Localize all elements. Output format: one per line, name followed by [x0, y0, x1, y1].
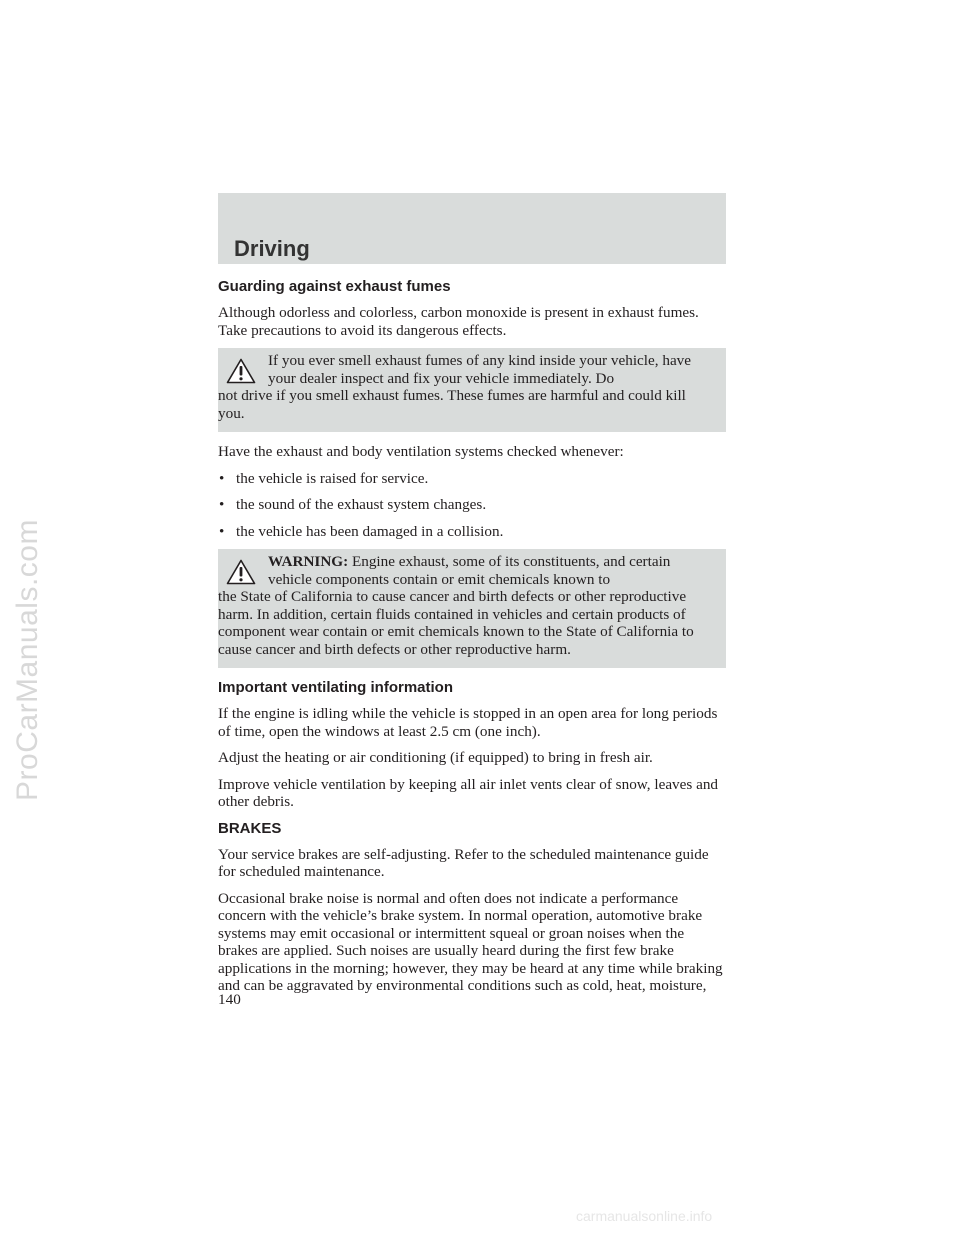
- page-number: 140: [218, 991, 241, 1008]
- warning-triangle-icon: [226, 559, 256, 585]
- warning-label: WARNING:: [268, 553, 349, 570]
- bullet-glyph: •: [219, 522, 225, 540]
- list-item: • the vehicle is raised for service.: [219, 469, 429, 487]
- california-warning-box: [218, 549, 726, 668]
- check-list: [218, 470, 726, 541]
- bullet-glyph: •: [219, 469, 225, 487]
- ventilating-paragraph: Improve vehicle ventilation by keeping all air inlet vents clear of snow, leaves and other debris.: [218, 775, 719, 810]
- list-item: • the sound of the exhaust system changes.: [219, 496, 487, 513]
- list-item: • the vehicle has been damaged in a collision.: [219, 522, 504, 540]
- ventilating-paragraph: Adjust the heating or air conditioning (if equipped) to bring in fresh air.: [218, 749, 653, 766]
- bullet-glyph: •: [219, 496, 225, 513]
- ventilating-heading: Important ventilating information: [218, 679, 453, 696]
- exhaust-heading: Guarding against exhaust fumes: [218, 278, 451, 295]
- side-watermark: [6, 300, 50, 1020]
- section-header-band: [218, 193, 726, 264]
- ventilating-paragraph: If the engine is idling while the vehicle is stopped in an open area for long periods of time, open the windows at least 2.5 cm (one inch).: [218, 705, 718, 740]
- footer-watermark: carmanualsonline.info: [576, 1208, 713, 1224]
- warning-text-rest: the State of California to cause cancer and birth defects or other reproductive harm. In addition, certain fluids contained in vehicles and certain products of component wear contain or emit chemicals known to the State of California to cause cancer and birth defects or other reproductive harm.: [218, 588, 694, 658]
- page-content: [218, 278, 726, 1004]
- brakes-heading: BRAKES: [218, 819, 282, 837]
- side-watermark-text: ProCarManuals.com: [11, 519, 44, 801]
- check-intro: Have the exhaust and body ventilation systems checked whenever:: [218, 443, 624, 460]
- caution-text-first: If you ever smell exhaust fumes of any kind inside your vehicle, have your dealer inspect and fix your vehicle immediately. Do: [268, 352, 692, 387]
- brakes-paragraph: Occasional brake noise is normal and often does not indicate a performance concern with the vehicle’s brake system. In normal operation, automotive brake systems may emit occasional or intermittent squeal or groan noises when the brakes are applied. Such noises are usually heard during the first few brake applications in the morning; however, they may be heard at any time while braking and can be aggravated by environmental conditions such as cold, heat, moisture,: [218, 889, 723, 994]
- warning-text-first: WARNING: Engine exhaust, some of its constituents, and certain vehicle components contain or emit chemicals known to: [268, 553, 671, 588]
- section-title: Driving: [234, 236, 310, 261]
- caution-text-rest: not drive if you smell exhaust fumes. These fumes are harmful and could kill you.: [218, 387, 686, 422]
- brakes-paragraph: Your service brakes are self-adjusting. Refer to the scheduled maintenance guide for scheduled maintenance.: [218, 845, 709, 880]
- warning-triangle-icon: [226, 358, 256, 384]
- exhaust-intro: Although odorless and colorless, carbon monoxide is present in exhaust fumes. Take precautions to avoid its dangerous effects.: [218, 304, 699, 339]
- exhaust-caution-box: [218, 348, 726, 432]
